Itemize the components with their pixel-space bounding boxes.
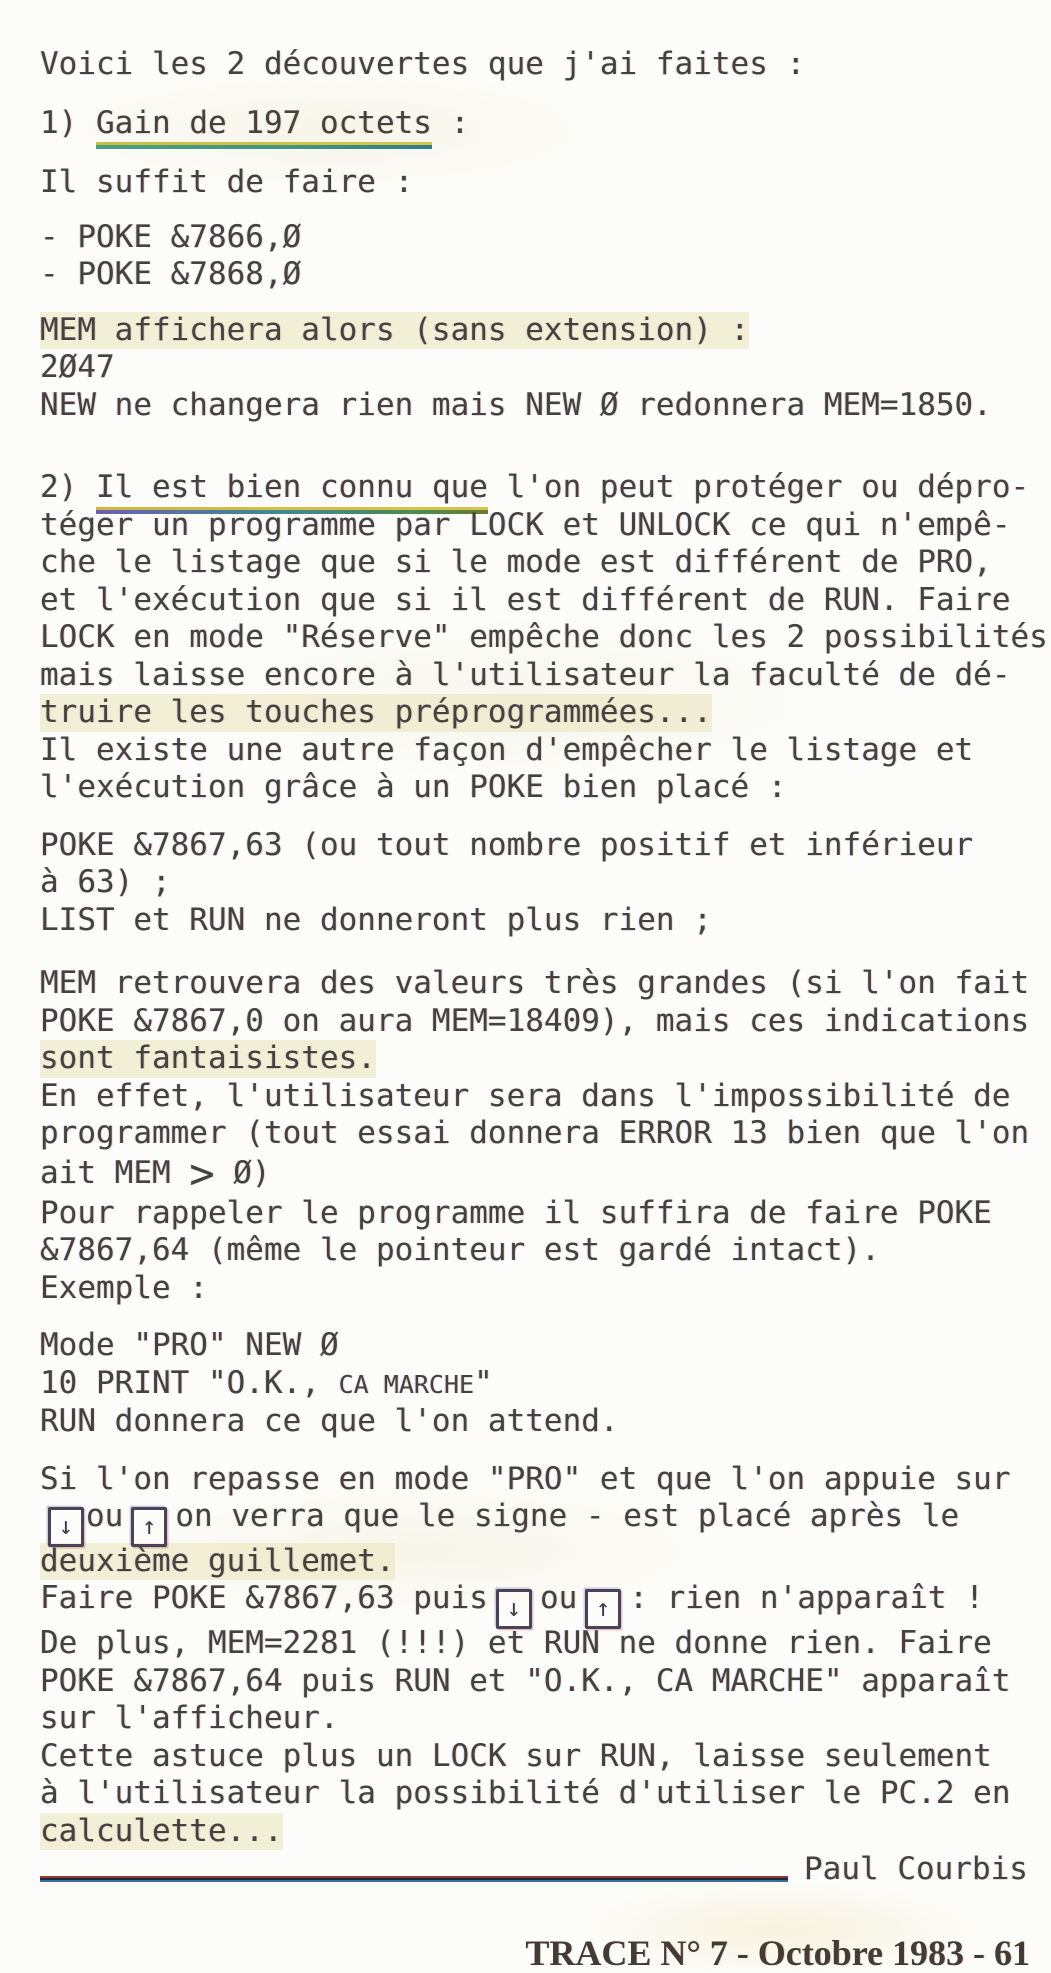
code-line: - POKE &7866,Ø: [40, 218, 302, 255]
final-line-arrow-keys: [40, 1580, 1049, 1625]
mem-line: &7867,64 (même le pointeur est gardé intact).: [40, 1232, 880, 1268]
or-word: ou: [86, 1498, 124, 1534]
mem-gt-post: Ø): [214, 1154, 271, 1191]
poke-line: POKE &7867,63 (ou tout nombre positif et inférieur: [40, 826, 974, 863]
poke-line: LIST et RUN ne donneront plus rien ;: [40, 901, 712, 938]
section2-heading: [40, 469, 1049, 507]
body-line: et l'exécution que si il est différent de RUN. Faire: [40, 581, 1011, 618]
mem-line: POKE &7867,0 on aura MEM=18409), mais ces indications: [40, 1002, 1030, 1039]
final-line: sur l'afficheur.: [40, 1700, 339, 1736]
section2-title-underlined: Il est bien connu que: [96, 469, 488, 514]
section1-code-block: [40, 219, 1049, 294]
section1-heading: [40, 105, 1049, 143]
mem-paragraph: [40, 965, 1049, 1307]
mem-line: Exemple :: [40, 1269, 208, 1306]
body-line: LOCK en mode "Réserve" empêche donc les 2 possibilités: [40, 619, 1048, 655]
code-line: - POKE &7868,Ø: [40, 256, 302, 292]
example-block: [40, 1327, 1049, 1441]
poke-note-block: [40, 827, 1049, 940]
final-line: De plus, MEM=2281 (!!!) et RUN ne donne rien. Faire: [40, 1625, 992, 1661]
final-line: deuxième guillemet.: [40, 1542, 395, 1579]
print-smallcaps: CA MARCHE: [338, 1369, 475, 1399]
final-line-arrow-keys: [40, 1498, 1049, 1543]
signature-row: [40, 1851, 1049, 1889]
mem-gt-pre: ait MEM: [40, 1154, 190, 1191]
body-line: mais laisse encore à l'utilisateur la faculté de dé-: [40, 656, 1011, 693]
section1-result-block: [40, 312, 1049, 425]
down-arrow-key-icon: ↓: [496, 1589, 532, 1629]
mem-line: En effet, l'utilisateur sera dans l'impossibilité de: [40, 1077, 1011, 1114]
section2-number: 2): [40, 469, 96, 505]
mem-line: sont fantaisistes.: [40, 1040, 376, 1076]
section1-title-underlined: Gain de 197 octets: [96, 105, 432, 150]
print-pre: 10 PRINT "O.K.,: [40, 1364, 339, 1401]
mem-line: MEM retrouvera des valeurs très grandes (si l'on fait: [40, 965, 1030, 1001]
page-footer: TRACE N° 7 - Octobre 1983 - 61: [525, 1932, 1030, 1973]
example-line: Mode "PRO" NEW Ø: [40, 1327, 339, 1363]
body-line: Il existe une autre façon d'empêcher le listage et: [40, 731, 974, 768]
final-paragraph: [40, 1461, 1049, 1851]
result-line: MEM affichera alors (sans extension) :: [40, 311, 750, 348]
section1-number: 1): [40, 104, 96, 141]
up-arrow-key-icon: ↑: [585, 1589, 621, 1629]
final-line: Si l'on repasse en mode "PRO" et que l'on appuie sur: [40, 1460, 1011, 1497]
body-line: téger un programme par LOCK et UNLOCK ce qui n'empê-: [40, 506, 1011, 543]
result-line: NEW ne changera rien mais NEW Ø redonnera MEM=1850.: [40, 386, 992, 423]
mem-line-greater-than: [40, 1148, 1049, 1198]
up-arrow-key-icon: ↑: [131, 1507, 167, 1547]
final-line: Cette astuce plus un LOCK sur RUN, laisse seulement: [40, 1737, 992, 1774]
final-line-rest: on verra que le signe - est placé après le: [175, 1498, 960, 1534]
greater-than-sign: >: [189, 1148, 215, 1198]
poke-line: à 63) ;: [40, 864, 171, 900]
final-line: POKE &7867,64 puis RUN et "O.K., CA MARCHE" apparaît: [40, 1662, 1011, 1699]
section1-colon: :: [431, 104, 470, 141]
intro-line: Voici les 2 découvertes que j'ai faites :: [40, 46, 806, 82]
body-line: che le listage que si le mode est différent de PRO,: [40, 544, 992, 580]
final-line-rest: : rien n'apparaît !: [629, 1580, 984, 1617]
section2-block: [40, 469, 1049, 807]
final-line: calculette...: [40, 1812, 283, 1849]
final-line: à l'utilisateur la possibilité d'utiliser le PC.2 en: [40, 1775, 1011, 1811]
body-line: truire les touches préprogrammées...: [40, 694, 712, 730]
body-line: l'exécution grâce à un POKE bien placé :: [40, 769, 787, 805]
section2-heading-rest: l'on peut protéger ou dépro-: [487, 469, 1030, 505]
or-word: ou: [539, 1580, 578, 1617]
mem-line: programmer (tout essai donnera ERROR 13 bien que l'on: [40, 1115, 1030, 1151]
section1-lead: Il suffit de faire :: [40, 164, 414, 200]
down-arrow-key-icon: ↓: [48, 1507, 84, 1547]
example-line: RUN donnera ce que l'on attend.: [40, 1403, 619, 1439]
print-post: ": [474, 1364, 493, 1401]
example-line-print: [40, 1365, 1049, 1404]
signature-rule: [40, 1876, 788, 1882]
mem-line: Pour rappeler le programme il suffira de faire POKE: [40, 1194, 992, 1231]
result-line: 2Ø47: [40, 349, 115, 385]
author-signature: Paul Courbis: [804, 1851, 1028, 1887]
final-line-pre: Faire POKE &7867,63 puis: [40, 1580, 488, 1617]
